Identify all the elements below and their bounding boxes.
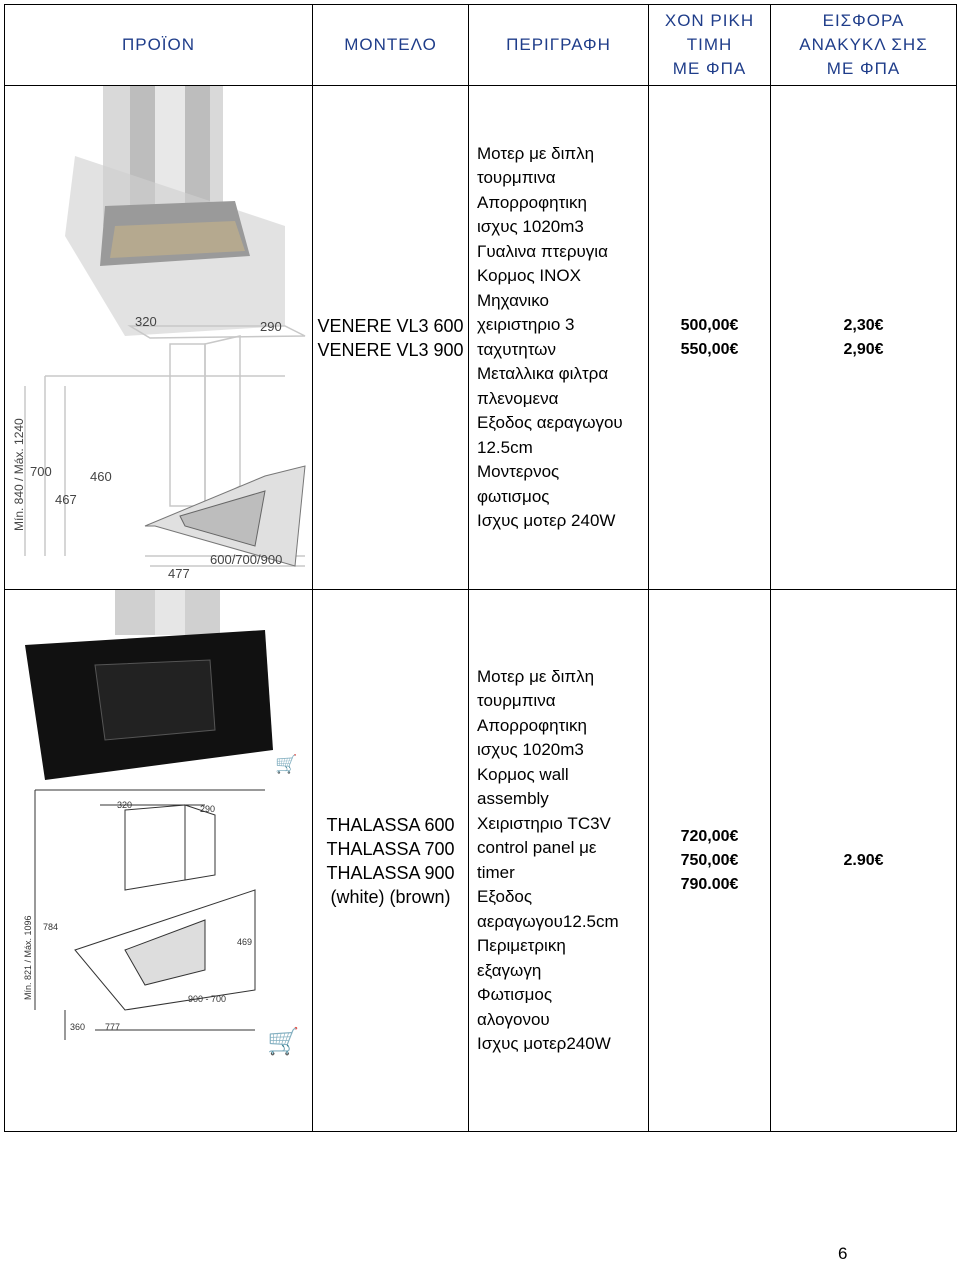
dimension-label: 600/700/900 [210, 552, 283, 567]
description-line: Μοτερ με διπλη [477, 666, 595, 686]
venere-hood-drawing [5, 86, 311, 584]
price-value: 720,00€ [680, 827, 739, 845]
header-description: ΠΕΡΙΓΡΑΦΗ [469, 5, 649, 86]
description-line: Μοτερ με διπλη [477, 143, 595, 163]
header-recycling-fee [771, 5, 957, 86]
product-row-venere [5, 86, 957, 590]
dimension-label: 290 [260, 319, 282, 334]
dimension-label: 360 [70, 1022, 86, 1032]
fees [771, 849, 956, 873]
header-recycling-fee-line: ΑΝΑΚΥΚΛ ΣΗΣ [799, 35, 928, 54]
model-name: THALASSA 900 [326, 862, 455, 883]
model-name: THALASSA 700 [326, 838, 455, 859]
price-value: 500,00€ [680, 316, 739, 334]
model-name: VENERE VL3 600 [317, 315, 464, 336]
dimension-label: 777 [105, 1022, 121, 1032]
model-names [313, 813, 468, 909]
description-line: τουρμπινα [477, 168, 556, 187]
description-line: assembly [477, 789, 549, 808]
header-product: ΠΡΟΪΟΝ [5, 5, 313, 86]
description-line: φωτισμος [477, 486, 550, 506]
header-retail-price-line: ΤΙΜΗ [686, 35, 733, 54]
header-retail-price-line: ΧΟΝ ΡΙΚΗ [664, 11, 755, 30]
description-line: τουρμπινα [477, 691, 556, 710]
price-value: 550,00€ [680, 340, 739, 358]
header-recycling-fee-line: ΜΕ ΦΠΑ [826, 59, 901, 78]
fee-value: 2,30€ [843, 316, 884, 334]
dimension-label: 320 [135, 314, 157, 329]
description-line: Μοντερνος [477, 462, 560, 481]
description-line: Χειριστηριο TC3V [477, 813, 611, 833]
price-cell [649, 86, 771, 590]
header-recycling-fee-line: ΕΙΣΦΟΡΑ [822, 11, 905, 30]
dimension-label: 320 [117, 800, 133, 810]
description-line: εξαγωγη [477, 960, 542, 980]
description-text [469, 665, 648, 1057]
fee-cell [771, 590, 957, 1132]
model-name: (white) (brown) [330, 886, 451, 907]
header-row [5, 5, 957, 86]
model-name: THALASSA 600 [326, 814, 455, 835]
description-line: Ισχυς μοτερ240W [477, 1034, 611, 1053]
description-line: Απορροφητικη [477, 715, 588, 735]
description-line: ταχυτητων [477, 339, 556, 359]
dimension-label: 700 [30, 464, 52, 479]
dimension-label: 469 [237, 937, 253, 947]
thalassa-hood-drawing [5, 590, 311, 1126]
product-image-cell [5, 86, 313, 590]
description-line: Μεταλλικα φιλτρα [477, 364, 609, 383]
prices [649, 825, 770, 897]
description-line: Κορμος wall [477, 764, 569, 784]
fee-value: 2.90€ [843, 851, 884, 869]
product-table [4, 4, 957, 1132]
dimension-label: 460 [90, 469, 112, 484]
fee-value: 2,90€ [843, 340, 884, 358]
model-cell [313, 86, 469, 590]
cart-icon: 🛒 [275, 754, 298, 775]
model-name: VENERE VL3 900 [317, 339, 464, 360]
page-number: 6 [838, 1244, 848, 1263]
description-line: Περιμετρικη [477, 936, 566, 955]
cart-icon: 🛒 [267, 1027, 300, 1057]
fee-cell [771, 86, 957, 590]
description-line: control panel με [477, 838, 597, 857]
description-line: χειριστηριο 3 [477, 315, 575, 334]
description-line: αλογονου [477, 1009, 550, 1029]
description-line: Γυαλινα πτερυγια [477, 241, 608, 261]
dimension-label: Mín. 840 / Máx. 1240 [12, 418, 26, 531]
price-value: 750,00€ [680, 851, 739, 869]
description-line: 12.5cm [477, 437, 533, 457]
description-line: Μηχανικο [477, 290, 549, 310]
description-line: Απορροφητικη [477, 192, 588, 212]
description-line: Φωτισμος [477, 985, 553, 1004]
description-line: αεραγωγου12.5cm [477, 911, 619, 931]
dimension-label: 477 [168, 566, 190, 581]
description-line: Εξοδος [477, 887, 533, 906]
model-cell [313, 590, 469, 1132]
description-line: ισχυς 1020m3 [477, 217, 584, 236]
dimension-label: 290 [200, 804, 216, 814]
product-row-thalassa [5, 590, 957, 1132]
description-line: ισχυς 1020m3 [477, 740, 584, 759]
prices [649, 314, 770, 362]
description-line: Εξοδος αεραγωγου [477, 413, 623, 432]
header-model: ΜΟΝΤΕΛΟ [313, 5, 469, 86]
description-cell [469, 86, 649, 590]
fees [771, 314, 956, 362]
description-line: timer [477, 862, 515, 882]
description-text [469, 142, 648, 534]
price-value: 790.00€ [680, 875, 739, 893]
product-image-cell [5, 590, 313, 1132]
dimension-label: 900 - 700 [188, 994, 227, 1004]
dimension-label: 467 [55, 492, 77, 507]
description-cell [469, 590, 649, 1132]
dimension-label: 784 [43, 922, 59, 932]
header-retail-price-line: ΜΕ ΦΠΑ [672, 59, 747, 78]
price-cell [649, 590, 771, 1132]
header-retail-price [649, 5, 771, 86]
description-line: Κορμος INOX [477, 266, 581, 285]
description-line: πλενομενα [477, 388, 559, 408]
model-names [313, 314, 468, 362]
description-line: Ισχυς μοτερ 240W [477, 511, 616, 530]
dimension-label: Mín. 821 / Máx. 1096 [23, 915, 33, 1000]
